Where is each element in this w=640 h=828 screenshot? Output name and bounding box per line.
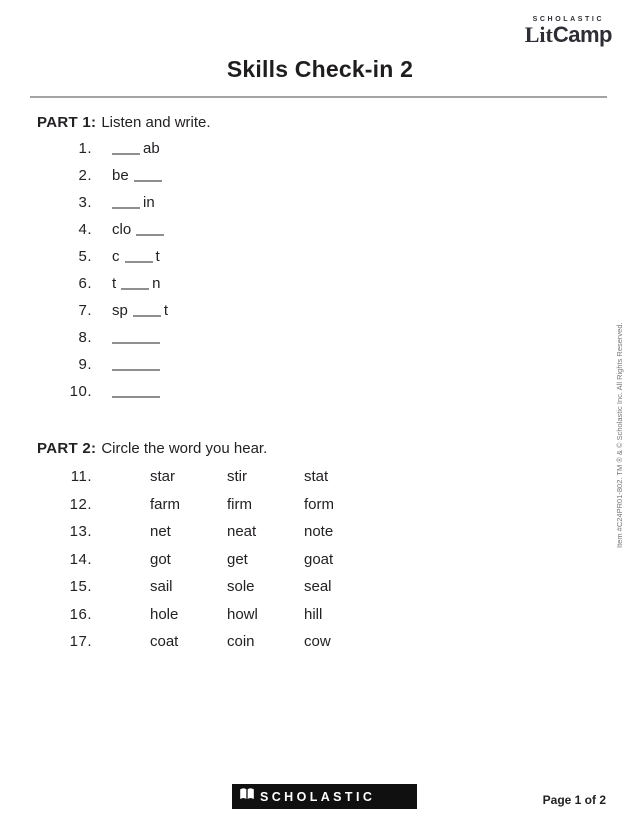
part1-item-row — [37, 194, 600, 221]
part1-item-row — [37, 356, 600, 383]
item-number: 14. — [69, 550, 92, 568]
answer-blank[interactable] — [112, 396, 160, 398]
word-option[interactable]: star — [150, 468, 176, 485]
part2-item-row — [37, 523, 600, 551]
item-number: 2. — [78, 167, 92, 184]
word-option[interactable]: seal — [304, 578, 332, 595]
word-option[interactable]: stir — [227, 468, 247, 485]
item-content — [112, 221, 164, 238]
item-number: 11. — [70, 468, 92, 485]
answer-blank[interactable] — [112, 207, 140, 209]
part2-item-row — [37, 633, 600, 661]
item-content — [112, 302, 168, 319]
item-content — [112, 383, 160, 400]
item-content — [112, 140, 160, 157]
item-number: 10. — [69, 383, 92, 400]
word-option[interactable]: hole — [150, 605, 179, 623]
answer-blank[interactable] — [112, 153, 140, 155]
answer-blank[interactable] — [121, 288, 149, 290]
word-option[interactable]: neat — [227, 523, 257, 540]
item-number: 13. — [69, 523, 92, 540]
word-option[interactable]: hill — [304, 605, 323, 623]
part2-item-row — [37, 551, 600, 579]
item-content — [112, 194, 155, 211]
word-option[interactable]: goat — [304, 550, 334, 568]
item-text-before: c — [112, 248, 120, 265]
item-number: 15. — [69, 578, 92, 595]
part1-header — [37, 114, 600, 132]
part2-list — [37, 468, 600, 661]
word-option[interactable]: firm — [227, 495, 252, 513]
item-text-after: n — [152, 275, 161, 292]
item-number: 5. — [78, 248, 92, 265]
word-option[interactable]: sail — [150, 578, 173, 595]
part1-item-row — [37, 167, 600, 194]
item-text-before: sp — [112, 302, 128, 319]
open-book-icon — [239, 787, 255, 806]
item-text-after: t — [163, 302, 169, 319]
part1-item-row — [37, 383, 600, 410]
litcamp-wordmark: LitCamp — [524, 22, 612, 47]
part2-label: PART 2: — [37, 440, 97, 457]
part1-section — [37, 114, 600, 410]
item-number: 8. — [78, 329, 92, 346]
word-option[interactable]: coin — [227, 633, 255, 650]
word-option[interactable]: stat — [304, 468, 329, 485]
item-number: 7. — [78, 302, 92, 319]
item-content — [112, 356, 160, 373]
page-title: Skills Check-in 2 — [226, 56, 414, 82]
item-content — [112, 275, 161, 292]
part2-instruction: Circle the word you hear. — [101, 440, 268, 457]
part2-item-row — [37, 578, 600, 606]
page-number: Page 1 of 2 — [542, 793, 606, 807]
word-option[interactable]: got — [150, 550, 171, 568]
item-number: 16. — [69, 605, 92, 623]
part2-header — [37, 440, 600, 458]
item-content — [112, 248, 160, 265]
item-text-after: t — [155, 248, 160, 265]
item-content — [112, 329, 160, 346]
part1-label: PART 1: — [37, 114, 97, 131]
item-content — [112, 167, 162, 184]
answer-blank[interactable] — [134, 180, 162, 182]
word-option[interactable]: get — [227, 550, 248, 568]
word-option[interactable]: howl — [227, 605, 258, 623]
word-option[interactable]: form — [304, 495, 334, 513]
word-option[interactable]: coat — [150, 633, 179, 650]
item-text-before: t — [112, 275, 117, 292]
answer-blank[interactable] — [136, 234, 164, 236]
item-number: 1. — [78, 140, 92, 157]
item-number: 6. — [78, 275, 92, 292]
part1-list — [37, 140, 600, 410]
part1-item-row — [37, 302, 600, 329]
word-option[interactable]: note — [304, 523, 334, 540]
part2-item-row — [37, 496, 600, 524]
part1-item-row — [37, 275, 600, 302]
item-number: 9. — [78, 356, 92, 373]
item-number: 3. — [78, 194, 92, 211]
footer-scholastic-text: SCHOLASTIC — [260, 789, 376, 804]
scholastic-footer-bar — [232, 784, 417, 809]
word-option[interactable]: farm — [150, 495, 180, 513]
item-text-after: ab — [143, 140, 160, 157]
part1-item-row — [37, 329, 600, 356]
litcamp-logo — [525, 16, 612, 47]
word-option[interactable]: cow — [304, 633, 331, 650]
title-divider — [30, 96, 607, 98]
part2-item-row — [37, 468, 600, 496]
item-number: 4. — [78, 221, 92, 238]
item-text-before: be — [112, 167, 129, 184]
part1-item-row — [37, 248, 600, 275]
item-text-after: in — [143, 194, 155, 211]
part2-section — [37, 440, 600, 661]
part1-item-row — [37, 140, 600, 167]
part1-instruction: Listen and write. — [101, 114, 211, 131]
scholastic-logo-text: SCHOLASTIC — [532, 16, 605, 23]
item-text-before: clo — [112, 221, 132, 238]
item-number: 12. — [69, 495, 92, 513]
answer-blank[interactable] — [125, 261, 153, 263]
part1-item-row — [37, 221, 600, 248]
part2-item-row — [37, 606, 600, 634]
answer-blank[interactable] — [133, 315, 161, 317]
item-number: 17. — [69, 633, 92, 650]
answer-blank[interactable] — [112, 342, 160, 344]
word-option[interactable]: sole — [227, 578, 255, 595]
copyright-side-note: Item #C24PR01-802. TM ® & © Scholastic Inc. All Rights Reserved. — [615, 322, 624, 548]
word-option[interactable]: net — [150, 523, 171, 540]
answer-blank[interactable] — [112, 369, 160, 371]
